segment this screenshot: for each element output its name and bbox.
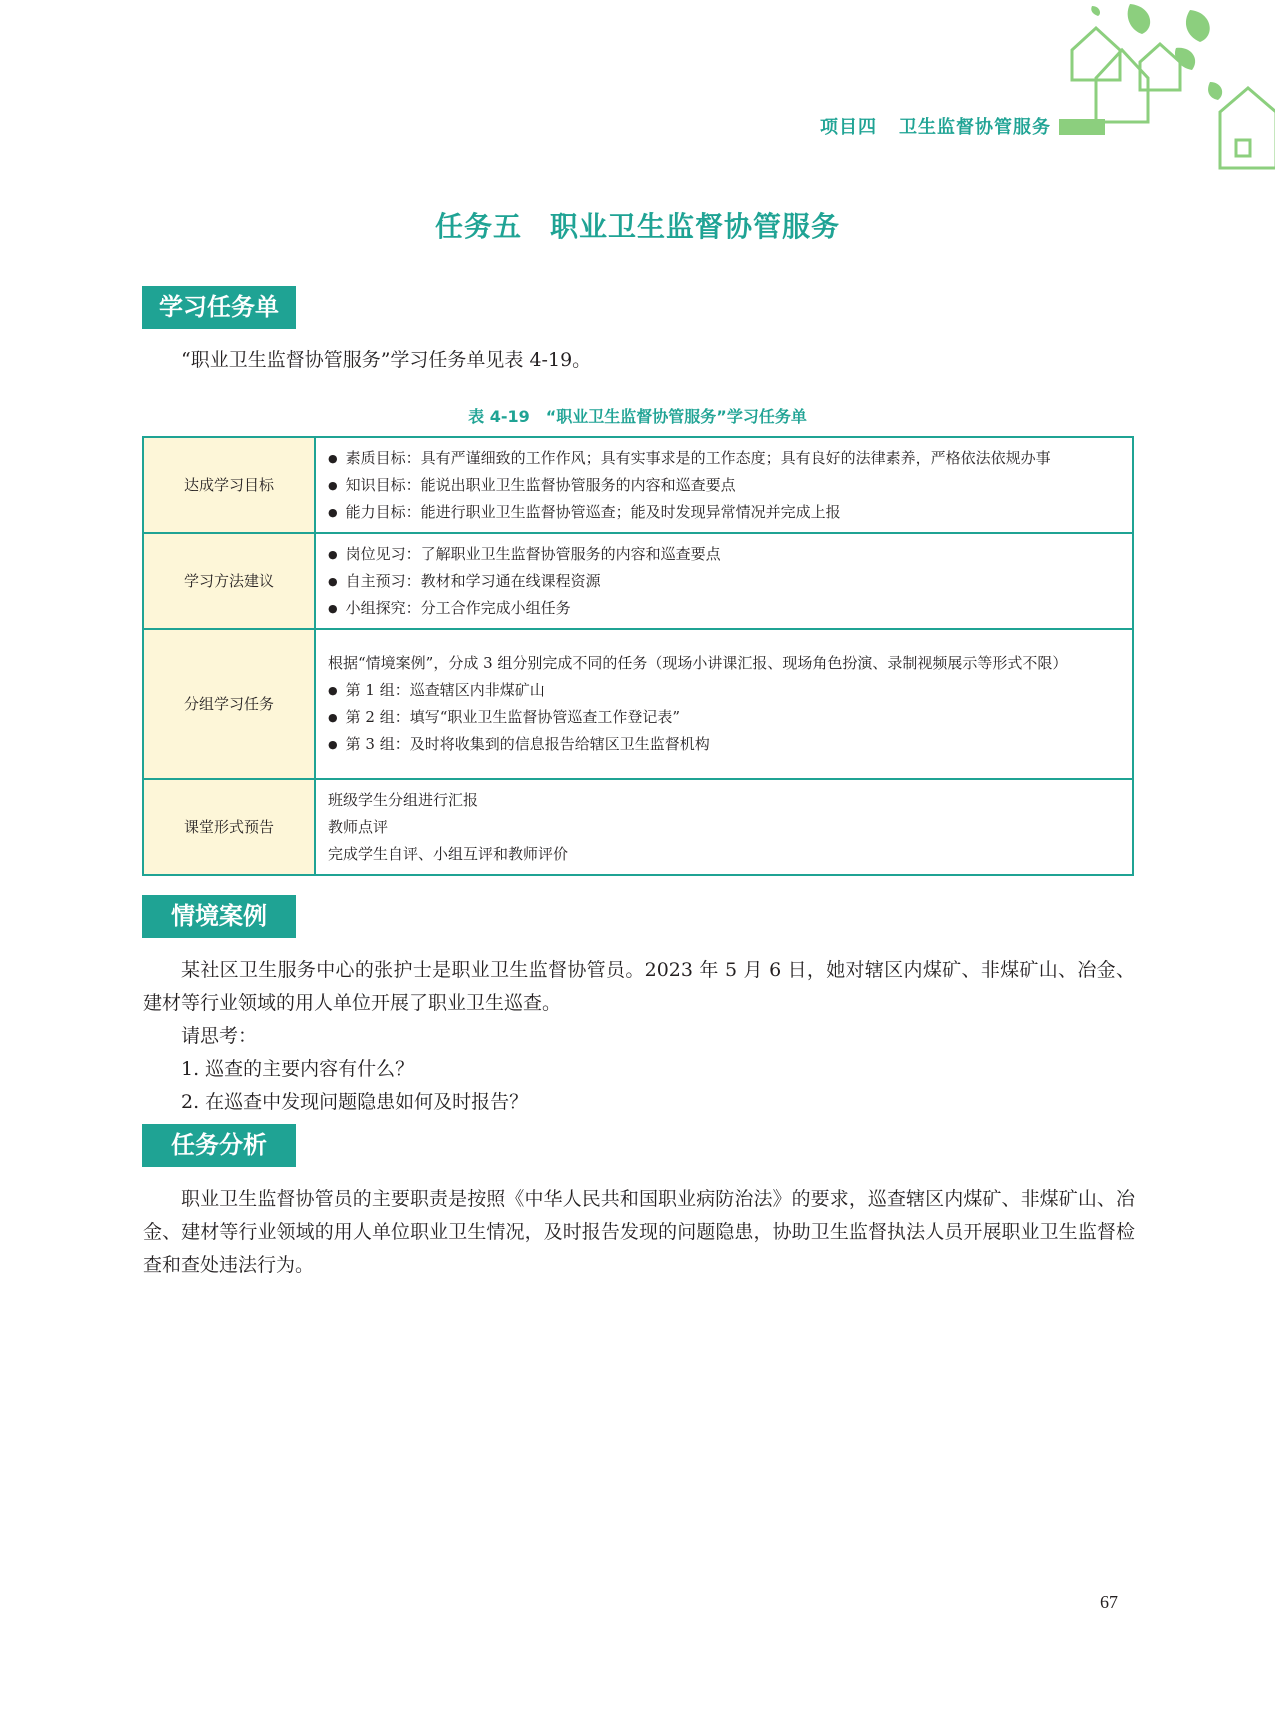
task-title — [0, 205, 1275, 245]
chapter-title: 卫生监督协管服务 — [899, 117, 1051, 138]
list-item: ● 能力目标：能进行职业卫生监督协管巡查；能及时发现异常情况并完成上报 — [328, 499, 1120, 526]
row-line: 完成学生自评、小组互评和教师评价 — [328, 844, 569, 863]
task-name: 职业卫生监督协管服务 — [550, 210, 841, 243]
house-leaf-decoration-icon — [1060, 0, 1275, 175]
row-label: 学习方法建议 — [143, 533, 315, 629]
case-text: 某社区卫生服务中心的张护士是职业卫生监督协管员。2023 年 5 月 6 日，她对辖区内煤矿、非煤矿山、冶金、建材等行业领域的用人单位开展了职业卫生巡查。 — [143, 959, 1135, 1014]
table-row — [143, 533, 1133, 629]
row-label: 课堂形式预告 — [143, 779, 315, 875]
list-item: ● 素质目标：具有严谨细致的工作作风；具有实事求是的工作态度；具有良好的法律素养，严格依法依规办事 — [328, 445, 1120, 472]
case-question: 1. 巡查的主要内容有什么？ — [181, 1058, 415, 1080]
case-body — [143, 954, 1135, 1119]
task-number: 任务五 — [434, 210, 522, 243]
list-item: ● 小组探究：分工合作完成小组任务 — [328, 595, 1120, 622]
row-line: 教师点评 — [328, 817, 389, 836]
table-caption: 表 4-19 “职业卫生监督协管服务”学习任务单 — [468, 407, 807, 426]
row-line: 班级学生分组进行汇报 — [328, 790, 479, 809]
row-intro: 根据“情境案例”，分成 3 组分别完成不同的任务（现场小讲课汇报、现场角色扮演、录制视频展示等形式不限） — [328, 654, 1068, 672]
analysis-body — [143, 1183, 1135, 1282]
row-content — [315, 629, 1133, 779]
case-question: 2. 在巡查中发现问题隐患如何及时报告？ — [181, 1091, 529, 1113]
chapter-number: 项目四 — [820, 117, 877, 138]
section-heading-learning: 学习任务单 — [142, 286, 296, 329]
table-row — [143, 779, 1133, 875]
case-prompt: 请思考： — [181, 1025, 258, 1047]
list-item: ● 自主预习：教材和学习通在线课程资源 — [328, 568, 1120, 595]
row-content — [315, 779, 1133, 875]
header-bar — [1059, 119, 1105, 135]
list-item: ● 岗位见习：了解职业卫生监督协管服务的内容和巡查要点 — [328, 541, 1120, 568]
row-label: 分组学习任务 — [143, 629, 315, 779]
learning-intro-text: “职业卫生监督协管服务”学习任务单见表 4-19。 — [181, 349, 592, 371]
row-content — [315, 533, 1133, 629]
list-item: ● 知识目标：能说出职业卫生监督协管服务的内容和巡查要点 — [328, 472, 1120, 499]
page-number: 67 — [1100, 1592, 1118, 1612]
list-item: ● 第 3 组：及时将收集到的信息报告给辖区卫生监督机构 — [328, 731, 1120, 758]
table-row — [143, 629, 1133, 779]
row-content — [315, 437, 1133, 533]
chapter-header — [820, 113, 1105, 139]
table-row — [143, 437, 1133, 533]
row-label: 达成学习目标 — [143, 437, 315, 533]
learning-task-table — [142, 436, 1134, 876]
learning-intro — [143, 344, 1135, 377]
list-item: ● 第 2 组：填写“职业卫生监督协管巡查工作登记表” — [328, 704, 1120, 731]
list-item: ● 第 1 组：巡查辖区内非煤矿山 — [328, 677, 1120, 704]
analysis-text: 职业卫生监督协管员的主要职责是按照《中华人民共和国职业病防治法》的要求，巡查辖区内煤矿、非煤矿山、冶金、建材等行业领域的用人单位职业卫生情况，及时报告发现的问题隐患，协助卫生监督执法人员开展职业卫生监督检查和查处违法行为。 — [143, 1188, 1135, 1276]
section-heading-case: 情境案例 — [142, 895, 296, 938]
section-heading-analysis: 任务分析 — [142, 1124, 296, 1167]
